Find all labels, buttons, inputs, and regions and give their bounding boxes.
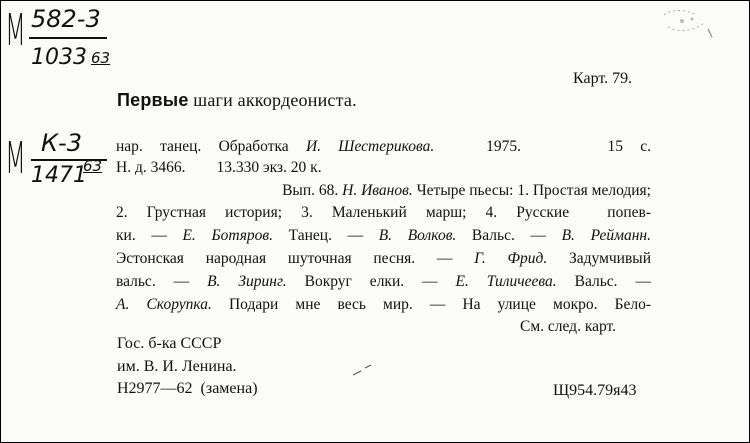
library-line-1: Гос. б-ка СССР — [117, 335, 222, 352]
order-number: Н2977—62 (замена) — [117, 380, 258, 397]
call-number-sup: 63 — [91, 49, 111, 67]
text-line-6: Эстонская народная шуточная песня. — Г. Фрид. Задумчивый — [116, 250, 651, 267]
call-number-line2: 1471 — [31, 163, 87, 188]
text-line-8: А. Скорупка. Подари мне весь мир. — На улице мокро. Бело- — [116, 296, 652, 313]
classification-index: Щ954.79я43 — [553, 382, 637, 399]
title-bold: Первые — [117, 90, 189, 110]
call-number-prefix: М — [5, 133, 26, 184]
faint-stamp — [656, 5, 716, 41]
call-number-sup: 63 — [83, 157, 103, 175]
title — [117, 91, 357, 110]
text-line-1: нар. танец. Обработка И. Шестерикова. 1975. 15 с. — [116, 138, 651, 155]
call-number-prefix: М — [5, 5, 26, 56]
text-line-4: 2. Грустная история; 3. Маленький марш; 4. Русские попев- — [116, 204, 651, 221]
text-line-3: Вып. 68. Н. Иванов. Четыре пьесы: 1. Простая мелодия; — [282, 182, 651, 199]
text-line-7: вальс. — В. Зиринг. Вокруг елки. — Е. Тиличеева. Вальс. — — [116, 273, 651, 290]
library-line-2: им. В. И. Ленина. — [117, 358, 237, 375]
pencil-mark — [351, 363, 375, 377]
text-line-2: Н. д. 3466. 13.330 экз. 20 к. — [116, 159, 322, 176]
title-rest: шаги аккордеониста. — [188, 90, 357, 110]
call-number-line1: К-3 — [41, 129, 82, 157]
call-number-line1: 582-3 — [31, 5, 101, 33]
call-number-line2: 1033 — [31, 45, 87, 70]
card-number: Карт. 79. — [573, 70, 633, 87]
call-number-divider — [29, 37, 107, 39]
text-line-5: ки. — Е. Ботяров. Танец. — В. Волков. Вальс. — В. Рейманн. — [116, 227, 651, 244]
continued-note: См. след. карт. — [520, 318, 617, 335]
